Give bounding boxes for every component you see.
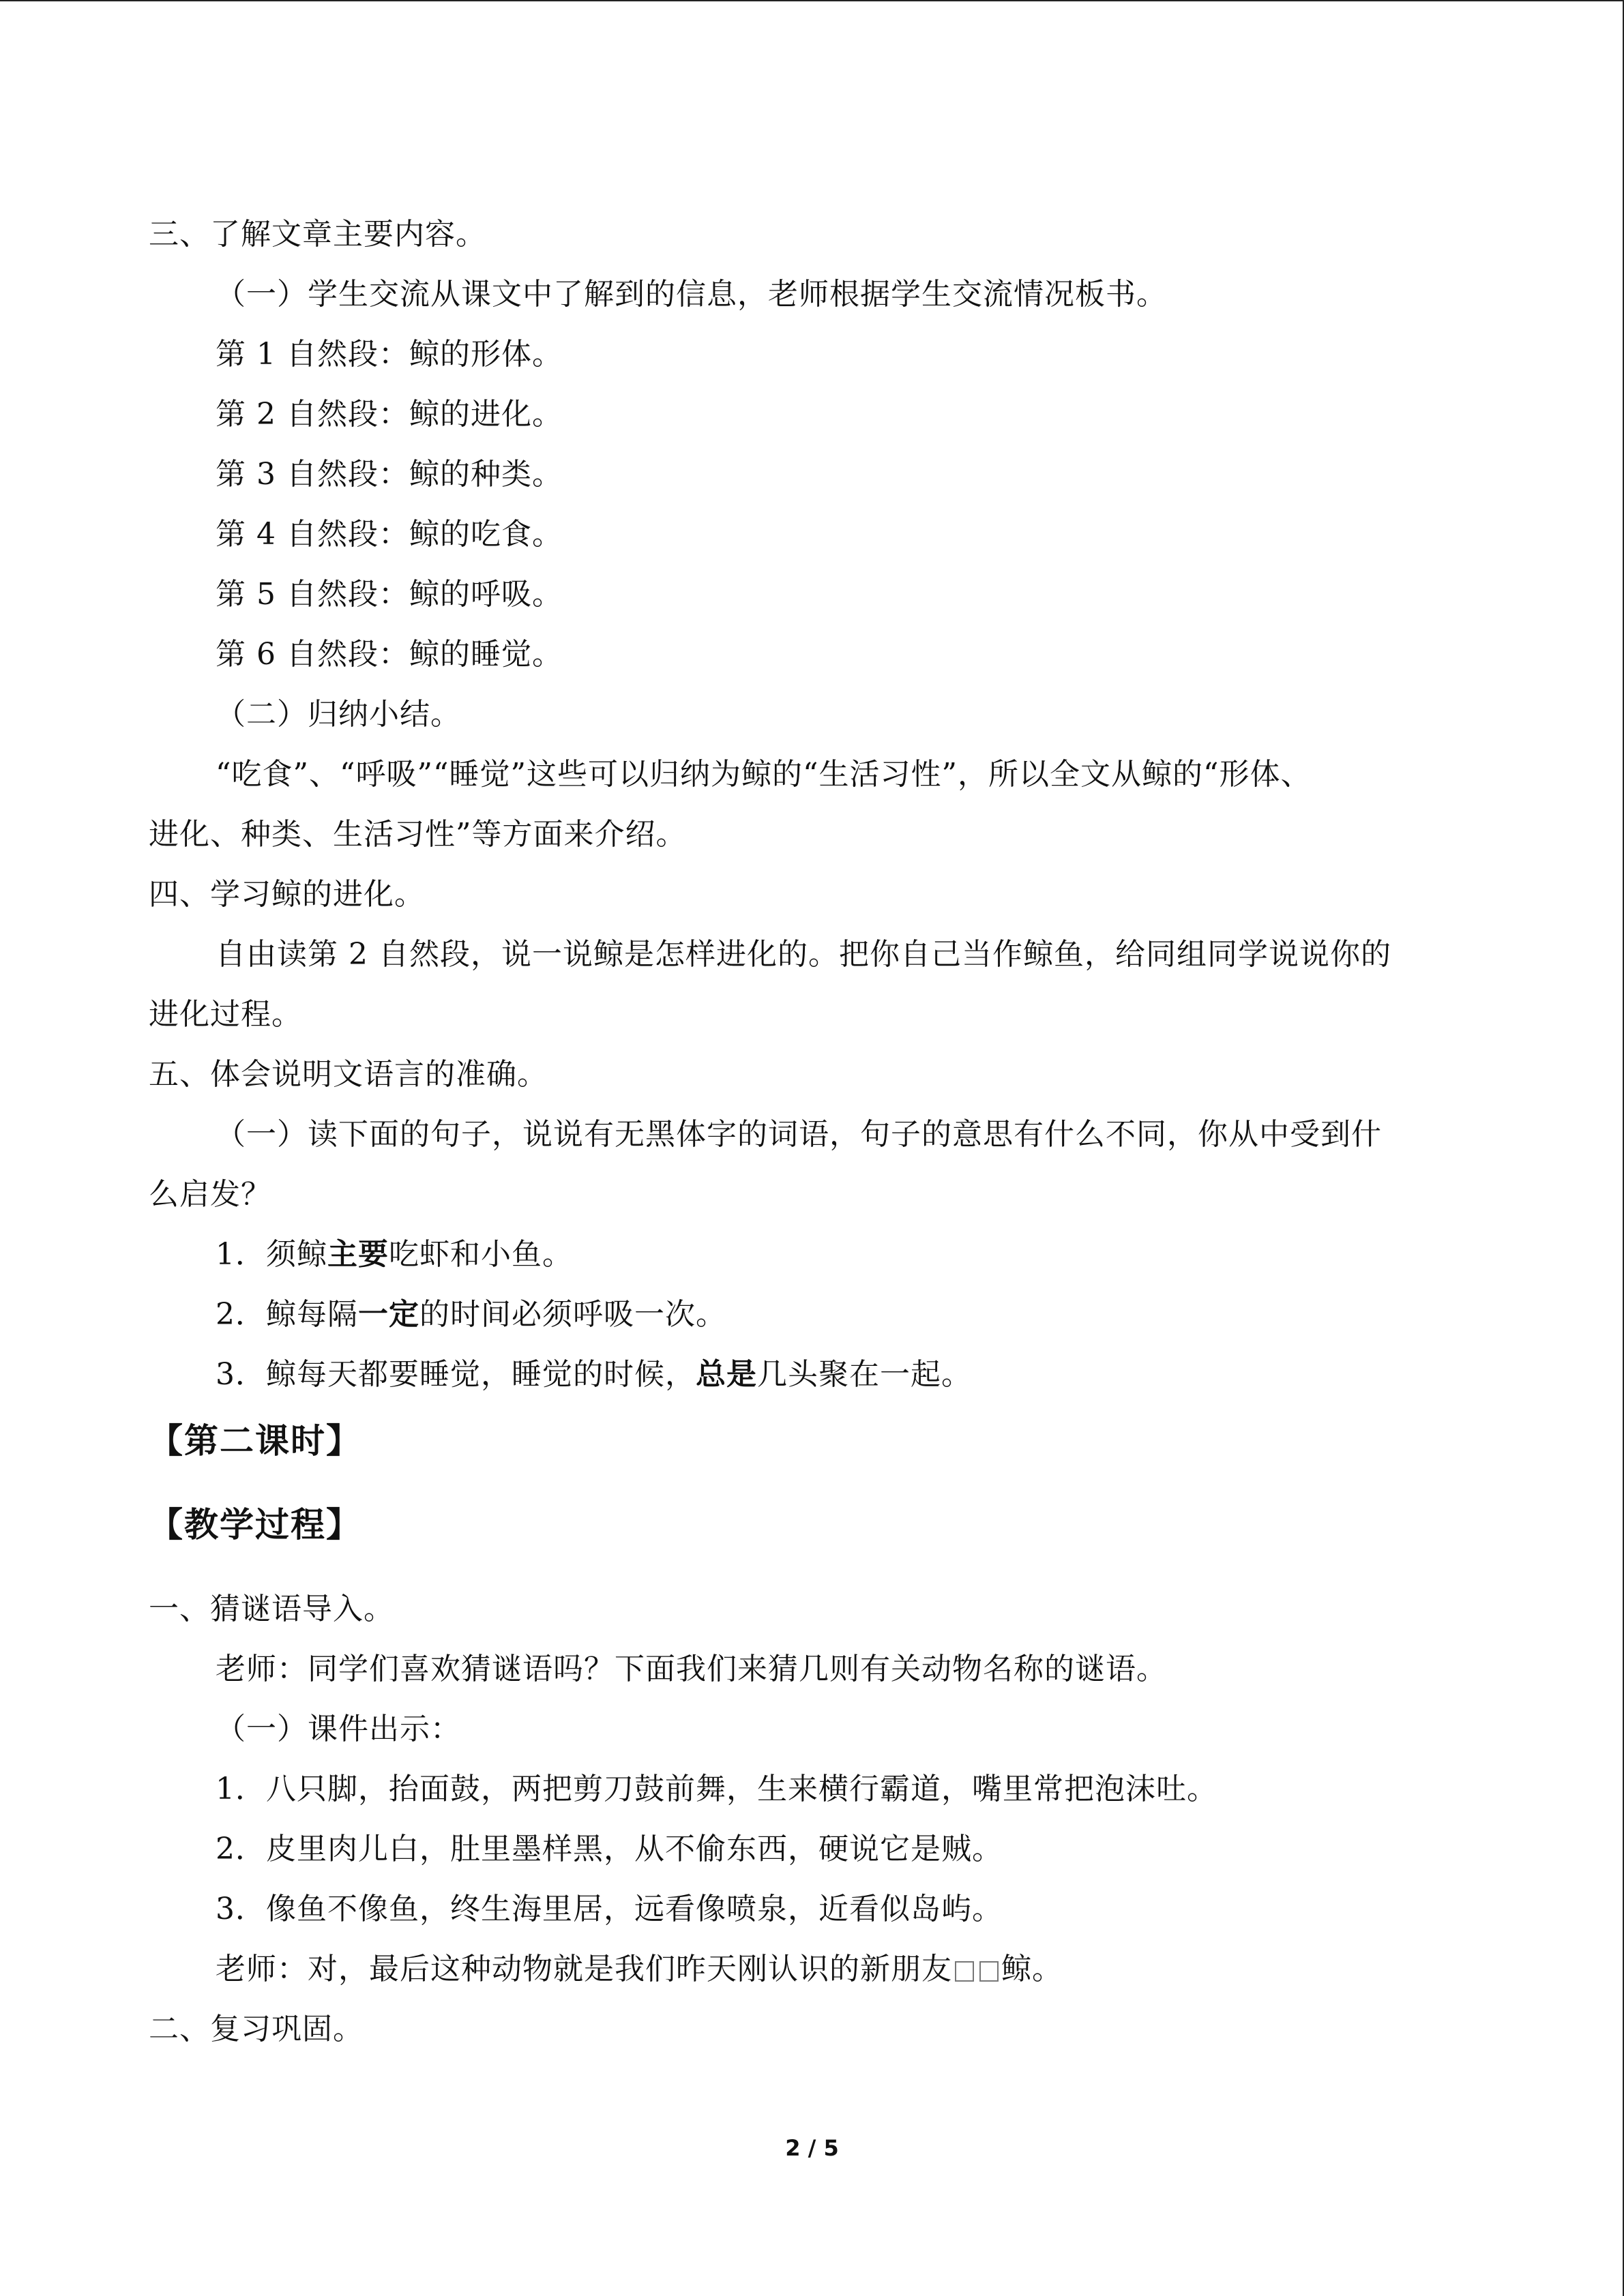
sentence-1 [216, 1237, 573, 1272]
section4-para-line1: 自由读第 2 自然段，说一说鲸是怎样进化的。把你自己当作鲸鱼，给同组同学说说你的 [216, 937, 1391, 972]
sentence-2-bold: 一定 [358, 1297, 419, 1332]
section5-sub1-line2: 么启发？ [149, 1177, 271, 1212]
page-number: 2 / 5 [785, 2135, 839, 2161]
heading-process: 【教学过程】 [149, 1505, 361, 1545]
riddle-2: 2．皮里肉儿白，肚里墨样黑，从不偷东西，硬说它是贼。 [216, 1832, 1003, 1866]
section3-item-1: 第 1 自然段：鲸的形体。 [216, 337, 563, 372]
section3-sub2: （二）归纳小结。 [216, 697, 461, 732]
section3-item-3: 第 3 自然段：鲸的种类。 [216, 457, 563, 492]
heading-lesson2: 【第二课时】 [149, 1421, 361, 1461]
sentence-2-pre: 2．鲸每隔 [216, 1297, 358, 1332]
section3-summary-line2: 进化、种类、生活习性”等方面来介绍。 [149, 817, 687, 852]
sentence-2-post: 的时间必须呼吸一次。 [419, 1297, 726, 1332]
sentence-2 [216, 1297, 726, 1332]
part1-teacher2-post: 鲸。 [1001, 1952, 1063, 1986]
sentence-3-bold: 总是 [696, 1357, 757, 1392]
riddle-3: 3．像鱼不像鱼，终生海里居，远看像喷泉，近看似岛屿。 [216, 1892, 1003, 1926]
sentence-1-post: 吃虾和小鱼。 [389, 1237, 573, 1272]
part1-teacher2-pre: 老师：对，最后这种动物就是我们昨天刚认识的新朋友 [216, 1952, 952, 1986]
section5-title: 五、体会说明文语言的准确。 [149, 1057, 548, 1092]
section3-item-2: 第 2 自然段：鲸的进化。 [216, 397, 563, 432]
part1-teacher1: 老师：同学们喜欢猜谜语吗？下面我们来猜几则有关动物名称的谜语。 [216, 1652, 1167, 1686]
section3-item-6: 第 6 自然段：鲸的睡觉。 [216, 637, 563, 672]
part2-title: 二、复习巩固。 [149, 2012, 364, 2046]
blank-box-1 [955, 1961, 974, 1982]
sentence-1-pre: 1．须鲸 [216, 1237, 327, 1272]
sentence-3-post: 几头聚在一起。 [757, 1357, 972, 1392]
section4-title: 四、学习鲸的进化。 [149, 877, 425, 912]
section3-sub1: （一）学生交流从课文中了解到的信息，老师根据学生交流情况板书。 [216, 277, 1167, 312]
section3-title: 三、了解文章主要内容。 [149, 217, 486, 252]
blank-box-2 [979, 1961, 999, 1982]
part1-sub1: （一）课件出示： [216, 1712, 461, 1746]
riddle-1: 1．八只脚，抬面鼓，两把剪刀鼓前舞，生来横行霸道，嘴里常把泡沫吐。 [216, 1772, 1217, 1806]
part1-title: 一、猜谜语导入。 [149, 1592, 394, 1626]
sentence-1-bold: 主要 [327, 1237, 389, 1272]
part1-teacher2 [216, 1952, 1063, 1987]
sentence-3-pre: 3．鲸每天都要睡觉，睡觉的时候， [216, 1357, 696, 1392]
section5-sub1-line1: （一）读下面的句子，说说有无黑体字的词语，句子的意思有什么不同，你从中受到什 [216, 1117, 1382, 1152]
section3-item-5: 第 5 自然段：鲸的呼吸。 [216, 577, 563, 612]
section3-summary-line1: “吃食”、“呼吸”“睡觉”这些可以归纳为鲸的“生活习性”，所以全文从鲸的“形体、 [216, 757, 1312, 792]
section4-para-line2: 进化过程。 [149, 997, 302, 1032]
sentence-3 [216, 1357, 972, 1392]
section3-item-4: 第 4 自然段：鲸的吃食。 [216, 517, 563, 552]
